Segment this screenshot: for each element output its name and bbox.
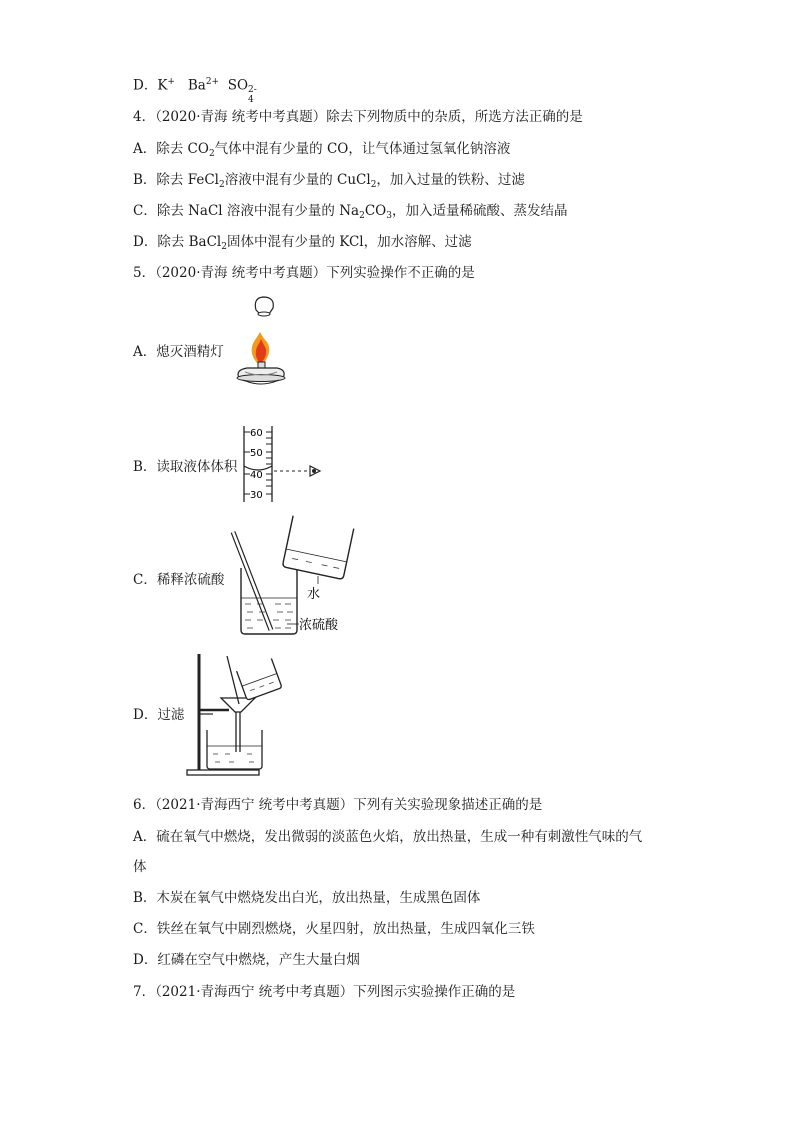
q5-option-d: D．过滤 — [133, 707, 185, 723]
dilute-acid-figure — [225, 518, 365, 638]
q4-option-c: C．除去 NaCl 溶液中混有少量的 $Na_2CO_3$，加入适量稀硫酸、蒸发结晶 — [133, 203, 568, 221]
filtration-figure — [183, 652, 283, 780]
q4-option-a: A．除去 $CO_2$气体中混有少量的 CO，让气体通过氢氧化钠溶液 — [133, 141, 511, 159]
cylinder-tick-50: 50 — [250, 448, 263, 459]
q5-option-c: C．稀释浓硫酸 — [133, 572, 225, 588]
q6-option-a-line2: 体 — [133, 859, 147, 875]
question-5-stem: 5．（2020·青海 统考中考真题）下列实验操作不正确的是 — [133, 265, 475, 281]
q4-option-d: D．除去 BaCl$_2$固体中混有少量的 KCl，加水溶解、过滤 — [133, 234, 472, 252]
q4-option-b: B．除去 FeCl$_2$溶液中混有少量的 CuCl$_2$，加入过量的铁粉、过滤 — [133, 172, 525, 190]
eye-icon — [310, 466, 320, 476]
alcohol-lamp-figure — [225, 292, 295, 382]
graduated-cylinder-figure — [240, 424, 340, 504]
q6-option-b: B．木炭在氧气中燃烧发出白光，放出热量，生成黑色固体 — [133, 890, 481, 906]
q3-option-d: D．K+ $Ba^{2+}$ SO 2- 4 — [133, 77, 257, 105]
label-conc-sulfuric-acid: 浓硫酸 — [299, 618, 339, 633]
q5-option-b: B．读取液体体积 — [133, 459, 238, 475]
question-7-stem: 7．（2021·青海西宁 统考中考真题）下列图示实验操作正确的是 — [133, 984, 516, 1000]
cylinder-tick-40: 40 — [250, 470, 263, 481]
question-6-stem: 6．（2021·青海西宁 统考中考真题）下列有关实验现象描述正确的是 — [133, 797, 543, 813]
q6-option-c: C．铁丝在氧气中剧烈燃烧，火星四射，放出热量，生成四氧化三铁 — [133, 921, 535, 937]
cylinder-tick-30: 30 — [250, 490, 263, 501]
q5-option-a: A．熄灭酒精灯 — [133, 344, 224, 360]
cylinder-tick-60: 60 — [250, 428, 263, 439]
question-4-stem: 4．（2020·青海 统考中考真题）除去下列物质中的杂质，所选方法正确的是 — [133, 109, 583, 125]
q6-option-a-line1: A．硫在氧气中燃烧，发出微弱的淡蓝色火焰，放出热量，生成一种有刺激性气味的气 — [133, 829, 643, 845]
label-water: 水 — [307, 587, 321, 602]
q6-option-d: D．红磷在空气中燃烧，产生大量白烟 — [133, 952, 360, 968]
